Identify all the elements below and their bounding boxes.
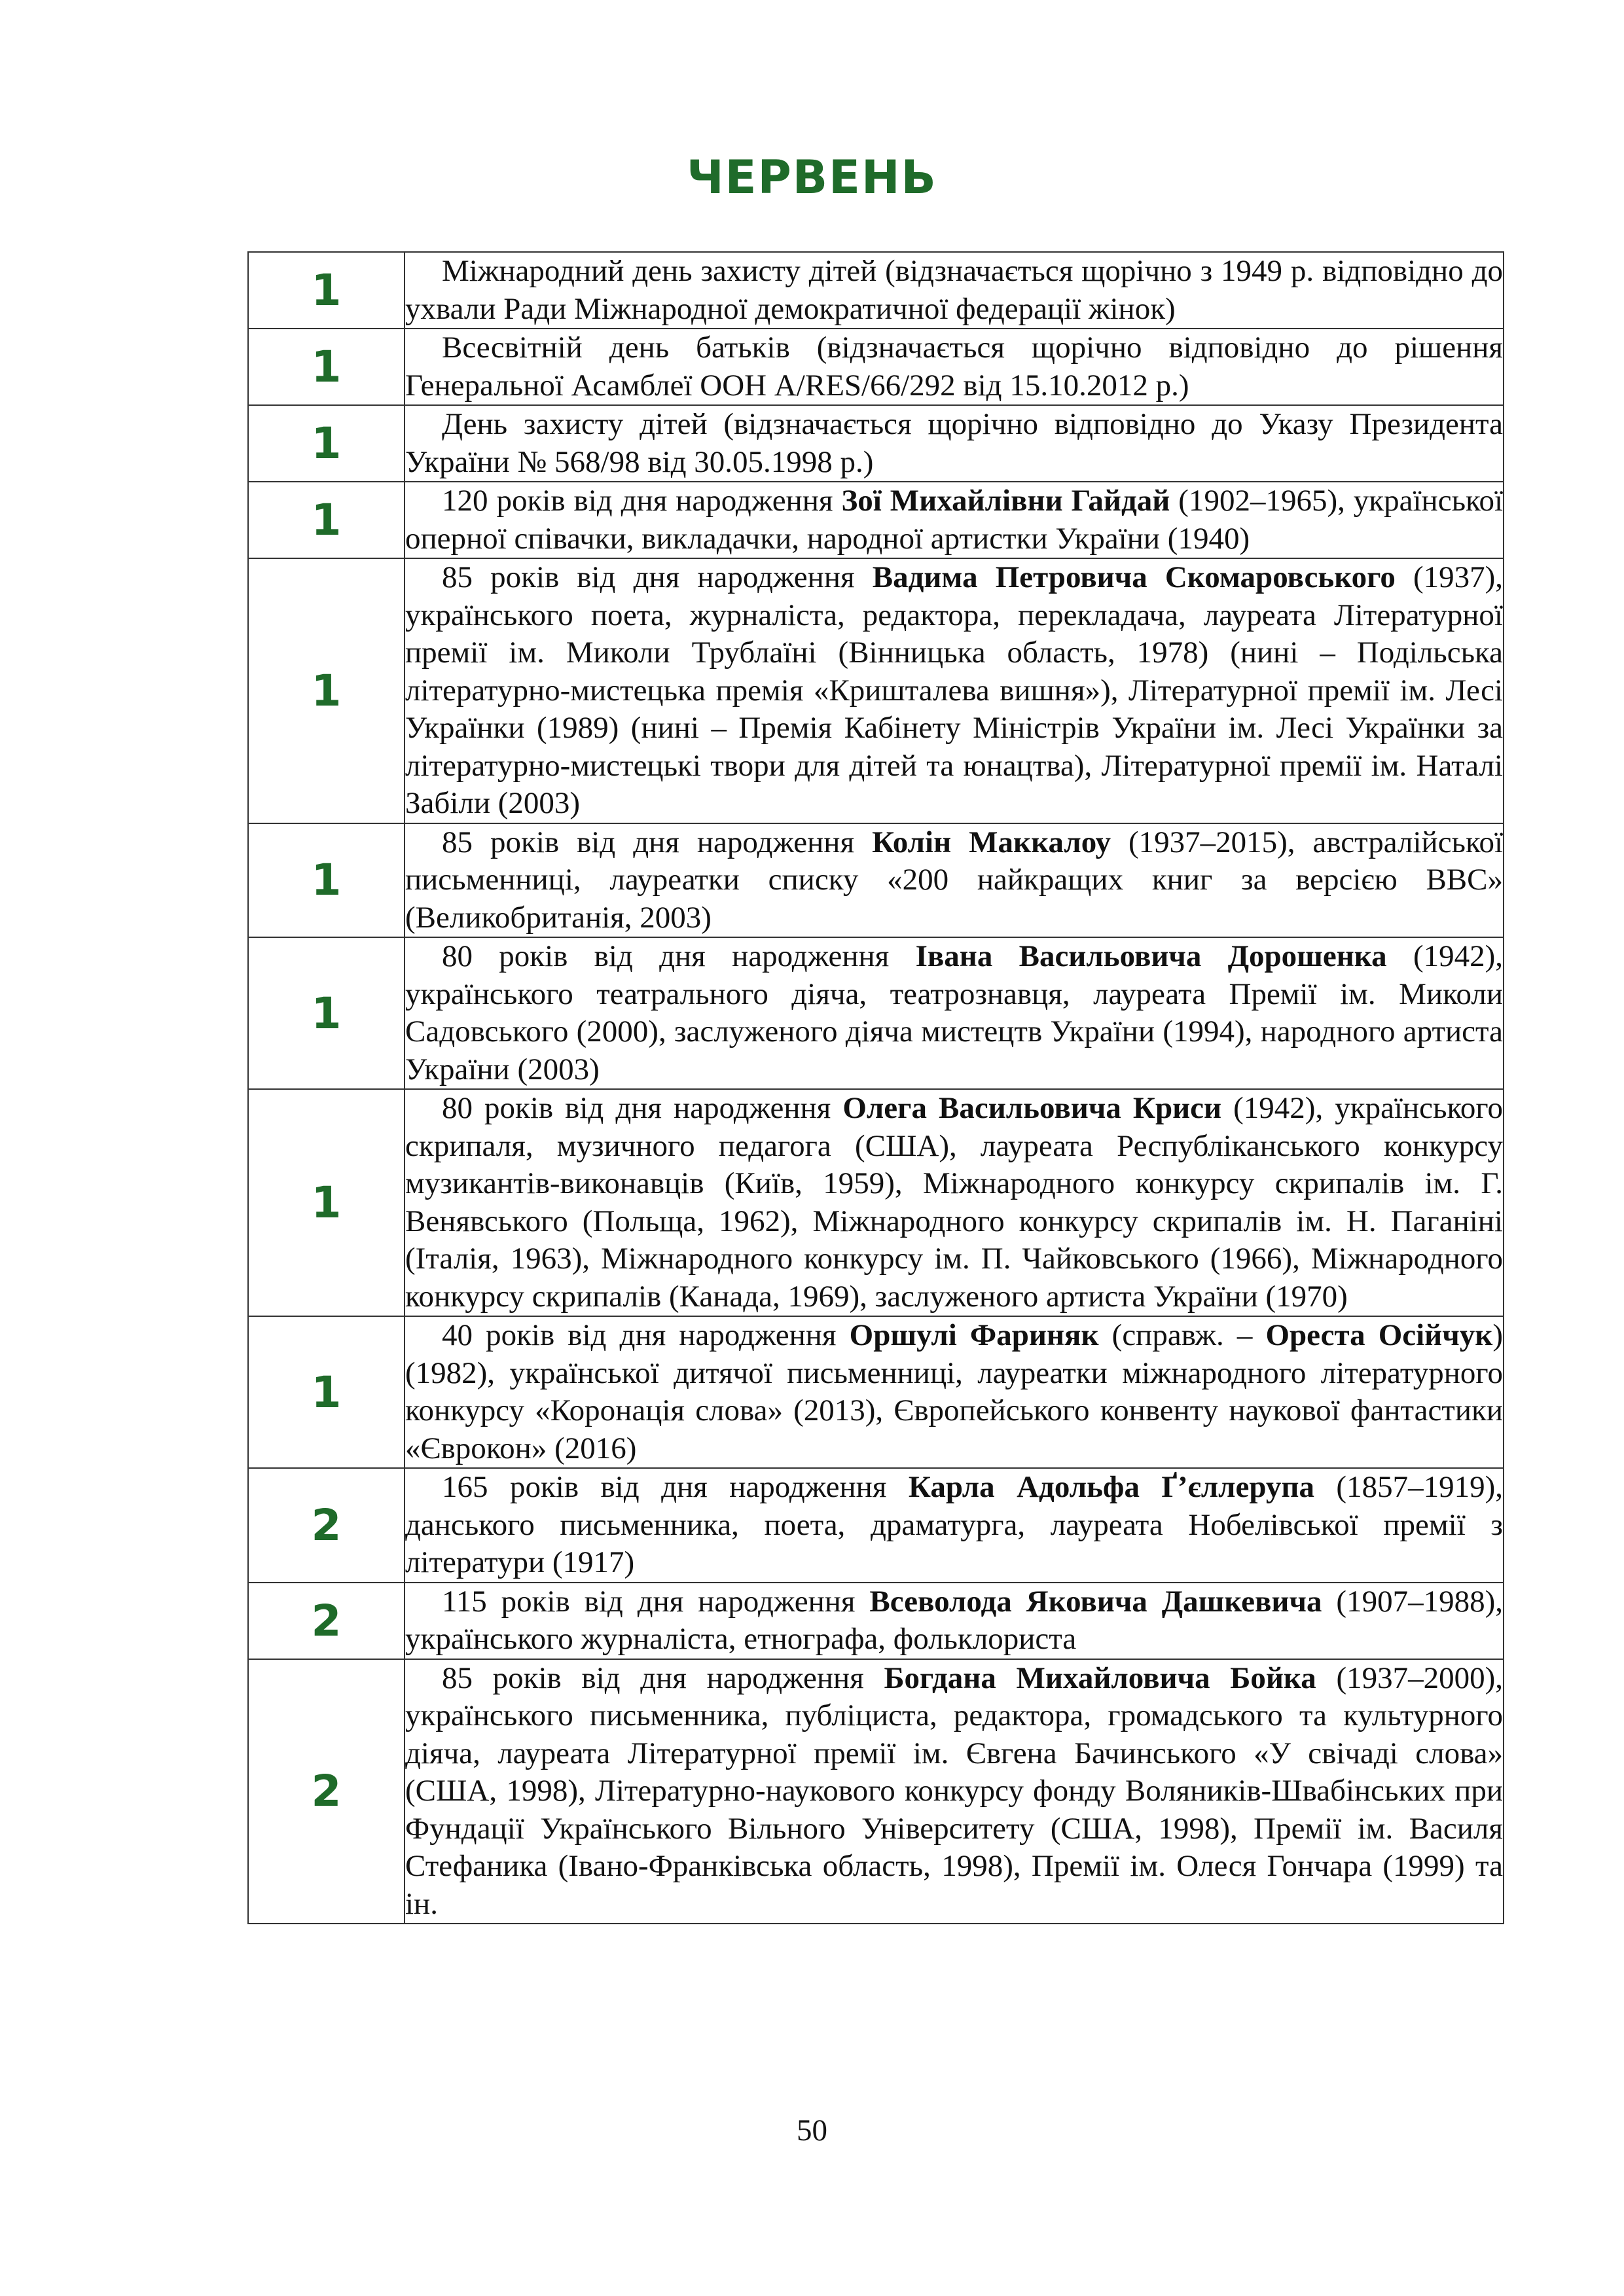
event-description bbox=[405, 1316, 1504, 1468]
table-row bbox=[248, 937, 1504, 1089]
person-name: Ореста Осійчук bbox=[1265, 1318, 1493, 1352]
event-description bbox=[405, 1468, 1504, 1583]
table-row bbox=[248, 1583, 1504, 1659]
event-text: Всесвітній день батьків (відзначається щорічно відповідно до рішення Генеральної Асамблеї ООН A/RES/66/292 від 15.10.2012 р.) bbox=[405, 331, 1503, 403]
person-name: Оршулі Фариняк bbox=[849, 1318, 1099, 1352]
event-description bbox=[405, 252, 1504, 329]
event-text: 85 років від дня народження bbox=[442, 1660, 884, 1695]
table-row bbox=[248, 1468, 1504, 1583]
event-text: 80 років від дня народження bbox=[442, 1091, 843, 1125]
day-number: 1 bbox=[248, 405, 405, 482]
day-number: 1 bbox=[248, 1089, 405, 1316]
event-description bbox=[405, 937, 1504, 1089]
table-row bbox=[248, 823, 1504, 938]
event-paragraph bbox=[405, 482, 1503, 558]
table-row bbox=[248, 405, 1504, 482]
person-name: Олега Васильовича Криси bbox=[842, 1091, 1222, 1125]
event-text: День захисту дітей (відзначається щорічно відповідно до Указу Президента України № 568/98 від 30.05.1998 р.) bbox=[405, 407, 1503, 479]
event-description bbox=[405, 329, 1504, 405]
event-text: 165 років від дня народження bbox=[442, 1470, 909, 1504]
table-row bbox=[248, 1316, 1504, 1468]
person-name: Всеволода Яковича Дашкевича bbox=[869, 1584, 1322, 1619]
event-paragraph bbox=[405, 1090, 1503, 1316]
event-text: 40 років від дня народження bbox=[442, 1318, 850, 1352]
day-number: 1 bbox=[248, 937, 405, 1089]
event-paragraph bbox=[405, 938, 1503, 1088]
day-number: 1 bbox=[248, 1316, 405, 1468]
day-number: 1 bbox=[248, 823, 405, 938]
event-paragraph bbox=[405, 329, 1503, 404]
event-paragraph bbox=[405, 1469, 1503, 1582]
day-number: 1 bbox=[248, 558, 405, 823]
event-text: (1857–1919), данського письменника, поета, драматурга, лауреата Нобелівської премії з літератури (1917) bbox=[405, 1470, 1503, 1579]
event-description bbox=[405, 558, 1504, 823]
event-paragraph bbox=[405, 253, 1503, 328]
event-text: (1937–2000), українського письменника, публіциста, редактора, громадського та культурного діяча, лауреата Літературної премії ім. Євгена Бачинського «У свічаді слова» (США, 1998), Літературно-наукового конкурсу фонду Воляників-Швабінських при Фундації Українського Вільного Університету (США, 1998), Премії ім. Василя Стефаника (Івано-Франківська область, 1998), Премії ім. Олеся Гончара (1999) та ін. bbox=[405, 1660, 1503, 1921]
anniversary-table bbox=[247, 251, 1504, 1924]
event-text: (1937–2015), австралійської письменниці, лауреатки списку «200 найкращих книг за версією BBC» (Великобританія, 2003) bbox=[405, 825, 1503, 935]
person-name: Зої Михайлівни Гайдай bbox=[841, 484, 1170, 518]
event-text: 85 років від дня народження bbox=[442, 825, 873, 859]
anniversary-table-body bbox=[248, 252, 1504, 1924]
event-paragraph bbox=[405, 1660, 1503, 1924]
day-number: 2 bbox=[248, 1583, 405, 1659]
day-number: 2 bbox=[248, 1659, 405, 1924]
event-text: 80 років від дня народження bbox=[442, 939, 916, 973]
event-paragraph bbox=[405, 824, 1503, 937]
table-row bbox=[248, 482, 1504, 558]
day-number: 1 bbox=[248, 482, 405, 558]
person-name: Івана Васильовича Дорошенка bbox=[915, 939, 1387, 973]
event-paragraph bbox=[405, 406, 1503, 481]
event-paragraph bbox=[405, 559, 1503, 823]
event-text: 115 років від дня народження bbox=[442, 1584, 870, 1619]
event-text: (1902–1965), української оперної співачки, викладачки, народної артистки України (1940) bbox=[405, 484, 1504, 556]
event-text: (1942), українського скрипаля, музичного педагога (США), лауреата Республіканського конкурсу музикантів-виконавців (Київ, 1959), Міжнародного конкурсу скрипалів ім. Г. Венявського (Польща, 1962), Міжнародного конкурсу скрипалів ім. Н. Паганіні (Італія, 1963), Міжнародного конкурсу ім. П. Чайковського (1966), Міжнародного конкурсу скрипалів (Канада, 1969), заслуженого артиста України (1970) bbox=[405, 1091, 1503, 1314]
page-title: ЧЕРВЕНЬ bbox=[687, 151, 937, 204]
day-number: 1 bbox=[248, 252, 405, 329]
person-name: Карла Адольфа Ґ’єллерупа bbox=[908, 1470, 1314, 1504]
table-row bbox=[248, 252, 1504, 329]
table-row bbox=[248, 1089, 1504, 1316]
page-number: 50 bbox=[797, 2113, 827, 2147]
event-text: 85 років від дня народження bbox=[442, 560, 873, 594]
event-text: (1907–1988), українського журналіста, етнографа, фольклориста bbox=[405, 1584, 1503, 1656]
event-description bbox=[405, 1659, 1504, 1924]
event-text: 120 років від дня народження bbox=[442, 484, 842, 518]
table-row bbox=[248, 329, 1504, 405]
table-row bbox=[248, 558, 1504, 823]
day-number: 1 bbox=[248, 329, 405, 405]
event-text: (справж. – bbox=[1098, 1318, 1266, 1352]
event-description bbox=[405, 1583, 1504, 1659]
event-description bbox=[405, 482, 1504, 558]
event-paragraph bbox=[405, 1583, 1503, 1659]
person-name: Богдана Михайловича Бойка bbox=[884, 1660, 1316, 1695]
event-text: ) (1982), української дитячої письменниці, лауреатки міжнародного літературного конкурсу «Коронація слова» (2013), Європейського конвенту наукової фантастики «Єврокон» (2016) bbox=[405, 1318, 1504, 1465]
event-text: Міжнародний день захисту дітей (відзначається щорічно з 1949 р. відповідно до ухвали Ради Міжнародної демократичної федерації жінок) bbox=[405, 254, 1503, 326]
event-paragraph bbox=[405, 1317, 1503, 1467]
event-description bbox=[405, 405, 1504, 482]
person-name: Колін Маккалоу bbox=[872, 825, 1111, 859]
event-text: (1942), українського театрального діяча, театрознавця, лауреата Премії ім. Миколи Садовського (2000), заслуженого діяча мистецтв України (1994), народного артиста України (2003) bbox=[405, 939, 1503, 1086]
person-name: Вадима Петровича Скомаровського bbox=[872, 560, 1396, 594]
event-description bbox=[405, 1089, 1504, 1316]
event-text: (1937), українського поета, журналіста, редактора, перекладача, лауреата Літературної премії ім. Миколи Трублаїні (Вінницька область, 1978) (нині – Подільська літературно-мистецька премія «Кришталева вишня»), Літературної премії ім. Лесі Українки (1989) (нині – Премія Кабінету Міністрів України ім. Лесі Українки за літературно-мистецькі твори для дітей та юнацтва), Літературної премії ім. Наталі Забіли (2003) bbox=[405, 560, 1504, 820]
day-number: 2 bbox=[248, 1468, 405, 1583]
event-description bbox=[405, 823, 1504, 938]
table-row bbox=[248, 1659, 1504, 1924]
